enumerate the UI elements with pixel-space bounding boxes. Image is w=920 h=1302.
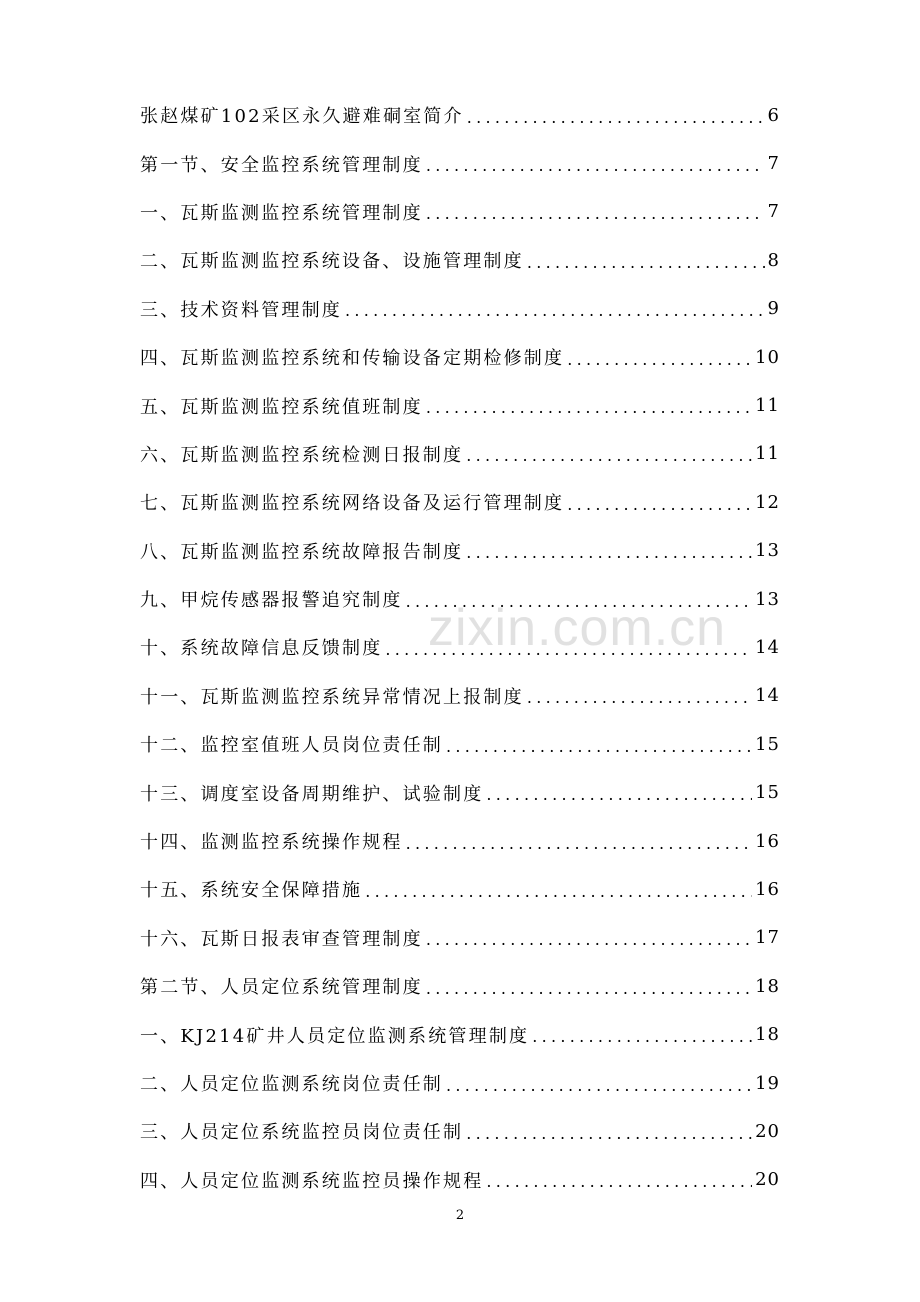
toc-entry[interactable] xyxy=(140,139,780,187)
toc-entry-page: 13 xyxy=(755,540,780,562)
toc-entry-page: 19 xyxy=(755,1072,780,1094)
toc-entry-page: 20 xyxy=(755,1120,780,1142)
toc-entry[interactable] xyxy=(140,672,780,720)
toc-entry[interactable] xyxy=(140,91,780,139)
toc-entry[interactable] xyxy=(140,430,780,478)
toc-entry[interactable] xyxy=(140,1059,780,1107)
toc-dot-leader xyxy=(406,834,752,853)
page-number: 2 xyxy=(455,1208,465,1223)
toc-dot-leader xyxy=(466,446,752,465)
toc-entry-page: 20 xyxy=(755,1169,780,1191)
toc-dot-leader xyxy=(466,543,752,562)
toc-entry-page: 11 xyxy=(755,395,780,417)
toc-dot-leader xyxy=(345,301,765,320)
toc-entry[interactable] xyxy=(140,1010,780,1058)
toc-entry-title: 十六、瓦斯日报表审查管理制度 xyxy=(140,928,423,950)
watermark: zixin.com.cn xyxy=(428,599,727,657)
toc-entry-page: 14 xyxy=(755,685,780,707)
toc-entry-page: 8 xyxy=(767,249,780,271)
toc-dot-leader xyxy=(365,882,752,901)
toc-dot-leader xyxy=(426,930,752,949)
toc-entry-title: 张赵煤矿102采区永久避难硐室简介 xyxy=(140,106,464,128)
toc-entry-title: 八、瓦斯监测监控系统故障报告制度 xyxy=(140,541,464,563)
toc-entry-title: 一、KJ214矿井人员定位监测系统管理制度 xyxy=(140,1025,530,1047)
toc-entry-title: 三、人员定位系统监控员岗位责任制 xyxy=(140,1122,464,1144)
toc-entry-title: 十二、监控室值班人员岗位责任制 xyxy=(140,735,443,757)
toc-entry[interactable] xyxy=(140,188,780,236)
toc-dot-leader xyxy=(446,737,752,756)
toc-entry[interactable] xyxy=(140,575,780,623)
toc-entry[interactable] xyxy=(140,478,780,526)
toc-dot-leader xyxy=(446,1076,752,1095)
toc-entry-title: 四、瓦斯监测监控系统和传输设备定期检修制度 xyxy=(140,348,565,370)
toc-entry-page: 18 xyxy=(755,1024,780,1046)
toc-entry[interactable] xyxy=(140,914,780,962)
toc-dot-leader xyxy=(466,1124,752,1143)
toc-entry-title: 十一、瓦斯监测监控系统异常情况上报制度 xyxy=(140,686,524,708)
table-of-contents xyxy=(140,91,780,1204)
toc-entry[interactable] xyxy=(140,720,780,768)
toc-entry-page: 11 xyxy=(755,443,780,465)
toc-entry-page: 6 xyxy=(767,104,780,126)
toc-entry-title: 十四、监测监控系统操作规程 xyxy=(140,832,403,854)
toc-entry-page: 7 xyxy=(767,201,780,223)
toc-entry-title: 十、系统故障信息反馈制度 xyxy=(140,638,383,660)
toc-entry-page: 13 xyxy=(755,588,780,610)
toc-entry-title: 五、瓦斯监测监控系统值班制度 xyxy=(140,396,423,418)
toc-dot-leader xyxy=(426,398,752,417)
toc-entry-title: 二、人员定位监测系统岗位责任制 xyxy=(140,1074,443,1095)
toc-dot-leader xyxy=(527,253,765,272)
toc-entry[interactable] xyxy=(140,1107,780,1155)
toc-entry-page: 16 xyxy=(755,830,780,852)
toc-entry[interactable] xyxy=(140,768,780,816)
toc-dot-leader xyxy=(467,108,765,127)
toc-entry[interactable] xyxy=(140,817,780,865)
toc-entry[interactable] xyxy=(140,865,780,913)
toc-entry[interactable] xyxy=(140,623,780,671)
toc-entry-title: 三、技术资料管理制度 xyxy=(140,299,342,321)
toc-entry-page: 16 xyxy=(755,878,780,900)
toc-dot-leader xyxy=(385,640,752,659)
toc-entry[interactable] xyxy=(140,236,780,284)
toc-dot-leader xyxy=(532,1027,752,1046)
toc-entry-page: 9 xyxy=(767,298,780,320)
toc-entry-title: 一、瓦斯监测监控系统管理制度 xyxy=(140,202,423,224)
toc-dot-leader xyxy=(426,156,765,175)
toc-entry[interactable] xyxy=(140,285,780,333)
toc-entry-page: 10 xyxy=(755,346,780,368)
toc-entry-title: 第一节、安全监控系统管理制度 xyxy=(140,154,423,176)
toc-dot-leader xyxy=(486,785,752,804)
toc-entry-title: 四、人员定位监测系统监控员操作规程 xyxy=(140,1170,484,1192)
toc-entry-page: 7 xyxy=(767,153,780,175)
toc-entry-title: 二、瓦斯监测监控系统设备、设施管理制度 xyxy=(140,251,524,273)
toc-entry-title: 六、瓦斯监测监控系统检测日报制度 xyxy=(140,444,464,466)
toc-entry[interactable] xyxy=(140,333,780,381)
toc-entry-page: 17 xyxy=(755,927,780,949)
toc-dot-leader xyxy=(406,592,752,611)
toc-dot-leader xyxy=(567,495,752,514)
toc-entry-title: 第二节、人员定位系统管理制度 xyxy=(140,977,423,999)
toc-entry[interactable] xyxy=(140,527,780,575)
toc-entry[interactable] xyxy=(140,962,780,1010)
toc-entry-page: 15 xyxy=(755,782,780,804)
toc-entry-page: 15 xyxy=(755,733,780,755)
toc-entry-title: 七、瓦斯监测监控系统网络设备及运行管理制度 xyxy=(140,493,565,515)
toc-entry-page: 18 xyxy=(755,975,780,997)
toc-dot-leader xyxy=(426,204,765,223)
toc-entry-page: 12 xyxy=(755,491,780,513)
toc-entry-title: 十五、系统安全保障措施 xyxy=(140,880,363,902)
toc-entry-title: 九、甲烷传感器报警追究制度 xyxy=(140,590,403,612)
toc-dot-leader xyxy=(527,688,752,707)
toc-dot-leader xyxy=(567,350,752,369)
toc-entry[interactable] xyxy=(140,381,780,429)
toc-entry-page: 14 xyxy=(755,636,780,658)
toc-dot-leader xyxy=(486,1172,752,1191)
toc-entry-title: 十三、调度室设备周期维护、试验制度 xyxy=(140,783,484,805)
toc-dot-leader xyxy=(426,979,752,998)
toc-entry[interactable] xyxy=(140,1156,780,1204)
